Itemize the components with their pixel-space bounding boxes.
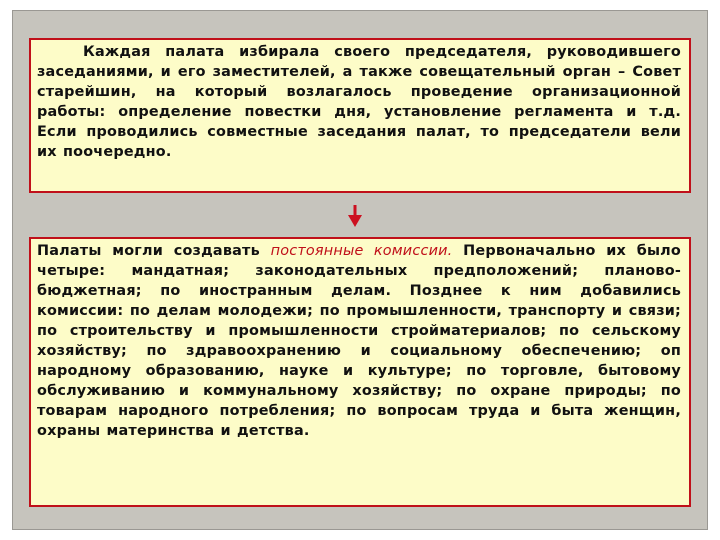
presidium-text-box <box>29 38 691 193</box>
commissions-text-box <box>29 237 691 507</box>
commissions-text-intro: Палаты могли создавать <box>37 243 271 259</box>
commissions-accent-text: постоянные комиссии. <box>270 243 453 259</box>
commissions-text-list: Первоначально их было четыре: мандатная; законодательных предположений; планово-бюджетная; по иностранным делам. Позднее к ним добавились комиссии: по делам молодежи; по промышленности, транспорту и связи; по строительству и промышленности стройматериалов; по сельскому хозяйству; по здравоохранению и социальному обеспечению; оп народному образованию, науке и культуре; по торговле, бытовому обслуживанию и коммунальному хозяйству; по охране природы; по товарам народного потребления; по вопросам труда и быта женщин, охраны материнства и детства. <box>37 243 681 439</box>
down-arrow-icon <box>348 205 362 227</box>
presidium-text: Каждая палата избирала своего председателя, руководившего заседаниями, и его заместителей, а также совещательный орган – Совет старейшин, на который возлагалось проведение организационной работы: определение повестки дня, установление регламента и т.д. Если проводились совместные заседания палат, то председатели вели их поочередно. <box>37 44 681 160</box>
